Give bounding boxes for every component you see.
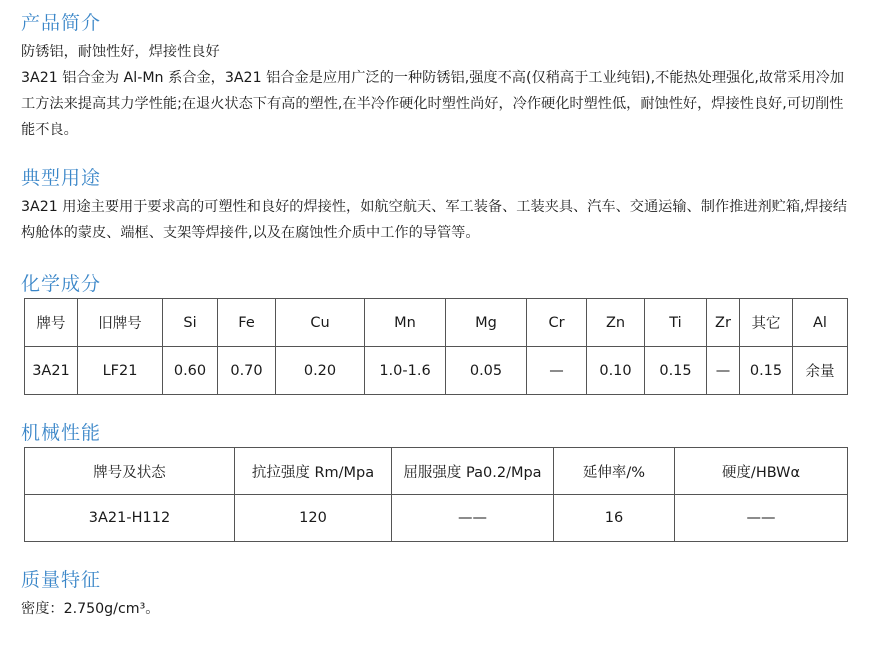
table-cell: 0.15 (645, 347, 707, 395)
table-cell: 0.05 (446, 347, 527, 395)
header-cell: Cu (276, 299, 365, 347)
table-cell: 1.0-1.6 (365, 347, 446, 395)
table-cell: 余量 (793, 347, 848, 395)
header-cell: Mn (365, 299, 446, 347)
table-cell: 0.60 (163, 347, 218, 395)
table-cell: 0.10 (587, 347, 645, 395)
table-cell: 0.20 (276, 347, 365, 395)
mechanical-properties-section (21, 421, 851, 526)
header-cell: Fe (218, 299, 276, 347)
header-cell: Si (163, 299, 218, 347)
header-cell: Ti (645, 299, 707, 347)
table-cell: 3A21 (25, 347, 78, 395)
table-cell: —— (675, 495, 848, 542)
table-cell: LF21 (78, 347, 163, 395)
header-cell: Zn (587, 299, 645, 347)
header-cell: 屈服强度 Pa0.2/Mpa (392, 448, 554, 495)
quality-features-section (21, 568, 851, 622)
table-cell: — (527, 347, 587, 395)
table-row (25, 347, 848, 395)
section-title-quality: 质量特征 (21, 569, 102, 591)
table-cell: — (707, 347, 740, 395)
header-cell: 牌号 (25, 299, 78, 347)
chemical-composition-table (24, 298, 848, 395)
usage-description: 3A21 用途主要用于要求高的可塑性和良好的焊接性，如航空航天、军工装备、工装夹具、汽车、交通运输、制作推进剂贮箱,焊接结构舱体的蒙皮、端框、支架等焊接件,以及在腐蚀性介质中工作的导管等。 (21, 199, 848, 241)
header-cell: Mg (446, 299, 527, 347)
header-cell: 延伸率/% (554, 448, 675, 495)
table-row (25, 495, 848, 542)
header-cell: Cr (527, 299, 587, 347)
table-header-row (25, 448, 848, 495)
header-cell: 硬度/HBWα (675, 448, 848, 495)
product-intro-section (21, 11, 851, 143)
mechanical-properties-table (24, 447, 848, 542)
section-title-mechanics: 机械性能 (21, 422, 102, 444)
header-cell: 旧牌号 (78, 299, 163, 347)
section-title-usage: 典型用途 (21, 167, 102, 189)
header-cell: Al (793, 299, 848, 347)
density-text: 密度：2.750g/cm³。 (21, 601, 160, 617)
header-cell: 抗拉强度 Rm/Mpa (235, 448, 392, 495)
table-cell: 0.70 (218, 347, 276, 395)
table-cell: 0.15 (740, 347, 793, 395)
table-cell: 120 (235, 495, 392, 542)
table-cell: —— (392, 495, 554, 542)
table-header-row (25, 299, 848, 347)
intro-summary: 防锈铝，耐蚀性好，焊接性良好 (21, 44, 220, 60)
chemical-composition-section (21, 272, 851, 380)
header-cell: Zr (707, 299, 740, 347)
typical-usage-section (21, 166, 851, 246)
table-cell: 16 (554, 495, 675, 542)
section-title-chemistry: 化学成分 (21, 273, 102, 295)
header-cell: 牌号及状态 (25, 448, 235, 495)
section-title-intro: 产品简介 (21, 12, 102, 34)
intro-description: 3A21 铝合金为 Al-Mn 系合金，3A21 铝合金是应用广泛的一种防锈铝,强度不高(仅稍高于工业纯铝),不能热处理强化,故常采用冷加工方法来提高其力学性能;在退火状态下有高的塑性,在半冷作硬化时塑性尚好，冷作硬化时塑性低，耐蚀性好，焊接性良好,可切削性能不良。 (21, 70, 845, 138)
header-cell: 其它 (740, 299, 793, 347)
table-cell: 3A21-H112 (25, 495, 235, 542)
